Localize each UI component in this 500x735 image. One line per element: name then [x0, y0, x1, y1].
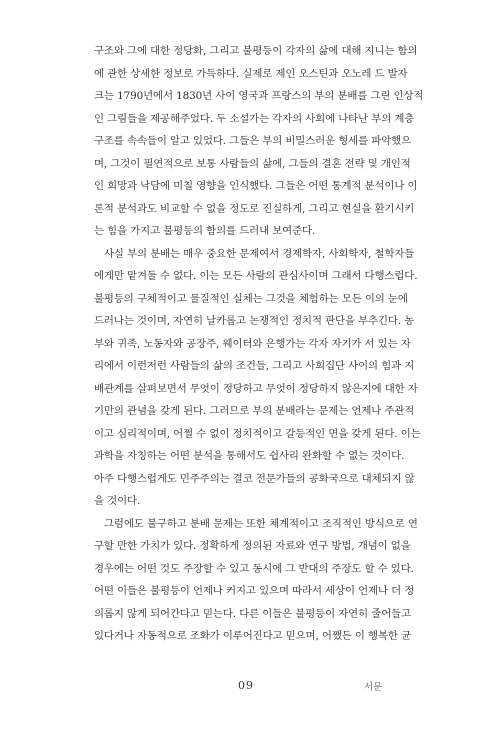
paragraph-start-line: 사실 부의 분배는 매우 중요한 문제여서 경제학자, 사회학자, 철학자들 — [104, 247, 415, 260]
text-line: 크는 1790년에서 1830년 사이 영국과 프랑스의 부의 분배를 그린 인상적 — [94, 90, 424, 102]
text-line: 불평등의 구체적이고 물질적인 실체는 그것을 체험하는 모든 이의 눈에 — [94, 292, 408, 305]
text-line: 며, 그것이 필연적으로 보통 사람들의 삶에, 그들의 결혼 전략 및 개인적 — [94, 157, 411, 170]
text-line: 배관계를 살펴보면서 무엇이 정당하고 무엇이 정당하지 않은지에 대한 자 — [94, 382, 418, 395]
text-line: 인 희망과 낙담에 미칠 영향을 인식했다. 그들은 어떤 통계적 분석이나 이 — [94, 180, 418, 192]
body-text — [94, 40, 442, 648]
page-number: 09 — [238, 679, 254, 692]
text-line: 이고 심리적이며, 어쩔 수 없이 정치적이고 갈등적인 면을 갖게 된다. 이는 — [94, 427, 421, 440]
text-line: 기만의 관념을 갖게 된다. 그러므로 부의 분배라는 문제는 언제나 주관적 — [94, 405, 415, 417]
text-line: 구할 만한 가치가 있다. 정확하게 정의된 자료와 연구 방법, 개념이 없을 — [94, 540, 411, 552]
text-line: 부와 귀족, 노동자와 공장주, 웨이터와 은행가는 각자 자기가 서 있는 자 — [94, 337, 411, 350]
text-line: 구조를 속속들이 알고 있었다. 그들은 부의 비밀스러운 형세를 파악했으 — [94, 135, 412, 147]
text-line: 아주 다행스럽게도 민주주의는 결코 전문가들의 공화국으로 대체되지 않 — [94, 472, 415, 485]
text-line: 을 것이다. — [94, 495, 141, 507]
text-line: 경우에는 어떤 것도 주장할 수 있고 동시에 그 반대의 주장도 할 수 있다. — [94, 562, 414, 575]
paragraph-start-line: 그럼에도 불구하고 분배 문제는 또한 체계적이고 조직적인 방식으로 연 — [104, 517, 418, 530]
text-line: 리에서 이런저런 사람들의 삶의 조건들, 그리고 사회집단 사이의 힘과 지 — [94, 360, 415, 372]
text-line: 있다거나 자동적으로 조화가 이루어진다고 믿으며, 어쨌든 이 행복한 균 — [94, 630, 412, 642]
text-line: 과학을 자칭하는 어떤 분석을 통해서도 쉽사리 완화할 수 없는 것이다. — [94, 450, 405, 462]
text-line: 에게만 맡겨둘 수 없다. 이는 모든 사람의 관심사이며 그래서 다행스럽다. — [94, 270, 418, 282]
text-line: 어떤 이들은 불평등이 언제나 커지고 있으며 따라서 세상이 언제나 더 정 — [94, 585, 415, 597]
page-footer — [0, 679, 500, 699]
text-line: 는 힘을 가지고 불평등의 함의를 드러내 보여준다. — [94, 225, 316, 237]
text-line: 에 관한 상세한 정보로 가득하다. 실제로 제인 오스틴과 오노레 드 발자 — [94, 67, 408, 80]
text-line: 드러나는 것이며, 자연히 날카롭고 논쟁적인 정치적 판단을 부추긴다. 농 — [94, 315, 415, 327]
text-line: 인 그림들을 제공해주었다. 두 소설가는 각자의 사회에 나타난 부의 계층 — [94, 112, 415, 125]
text-line: 구조와 그에 대한 정당화, 그리고 불평등이 각자의 삶에 대해 지니는 함의 — [94, 45, 418, 57]
text-line: 의롭지 않게 되어간다고 믿는다. 다른 이들은 불평등이 자연히 줄어들고 — [94, 607, 412, 620]
running-head: 서문 — [364, 682, 383, 693]
text-line: 론적 분석과도 비교할 수 없을 정도로 진실하게, 그리고 현실을 환기시키 — [94, 202, 415, 215]
